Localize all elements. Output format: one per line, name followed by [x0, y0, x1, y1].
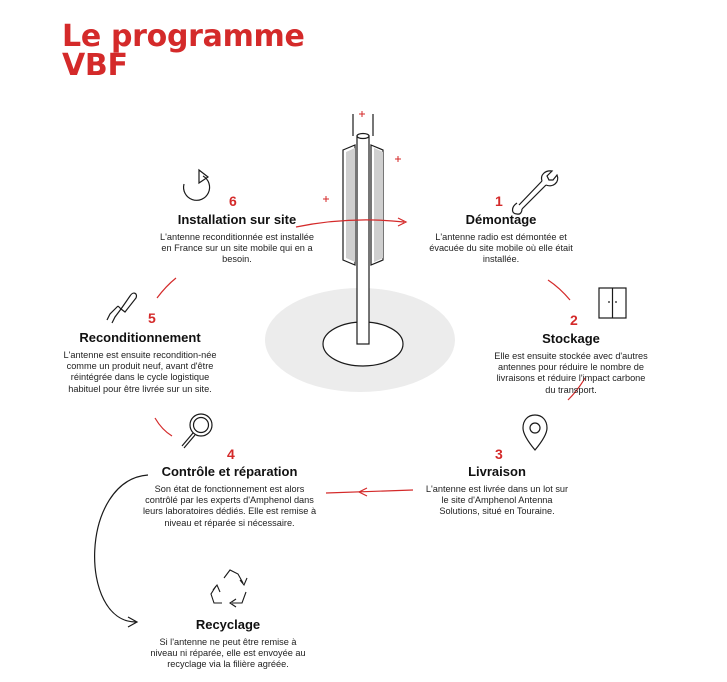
recycling-block — [148, 617, 308, 671]
step-2-text: Elle est ensuite stockée avec d'autres antennes pour réduire le nombre de livraisons et réduire l'impact carbone du transport. — [494, 351, 648, 395]
recycling-title: Recyclage — [195, 617, 261, 632]
step-3-text: L'antenne est livrée dans un lot sur le site d'Amphenol Antenna Solutions, situé en Touraine. — [425, 484, 569, 517]
step-3-livraison — [422, 464, 572, 518]
wrench-icon — [513, 171, 558, 214]
step-6-installation — [157, 212, 317, 266]
title-line-1: Le programme — [62, 19, 305, 54]
step-3-title: Livraison — [468, 464, 526, 479]
step-1-text: L'antenne radio est démontée et évacuée du site mobile où elle était installée. — [429, 232, 573, 265]
location-pin-icon — [523, 415, 547, 450]
step-1-title: Démontage — [465, 212, 537, 227]
step-6-text: L'antenne reconditionnée est installée en France sur un site mobile qui en a besoin. — [160, 232, 314, 265]
title-line-2: VBF — [62, 48, 128, 83]
step-6-number: 6 — [229, 193, 237, 209]
recycling-text: Si l'antenne ne peut être remise à niveau ni réparée, elle est envoyée au recyclage via la filière agréée. — [150, 637, 306, 670]
restart-icon — [184, 170, 210, 200]
step-2-number: 2 — [570, 312, 578, 328]
step-6-title: Installation sur site — [177, 212, 297, 227]
magnifier-icon — [182, 414, 212, 448]
step-4-text: Son état de fonctionnement est alors contrôlé par les experts d'Amphenol dans leurs laboratoires dédiés. Elle est remise à niveau et réparée si nécessaire. — [142, 484, 317, 528]
step-5-text: L'antenne est ensuite recondition-née comme un produit neuf, avant d'être réintégrée dans le cycle logistique habituel pour être livrée sur un site. — [63, 350, 217, 394]
step-1-demontage — [424, 212, 578, 266]
storage-cabinet-icon — [599, 288, 626, 318]
recycling-arrow — [95, 475, 148, 627]
step-5-title: Reconditionnement — [79, 330, 201, 345]
recycle-icon — [211, 570, 247, 607]
step-3-number: 3 — [495, 446, 503, 462]
screwdriver-icon — [107, 293, 136, 323]
step-4-title: Contrôle et réparation — [161, 464, 298, 479]
step-4-controle-reparation — [142, 464, 317, 529]
step-5-reconditionnement — [60, 330, 220, 395]
step-1-number: 1 — [495, 193, 503, 209]
step-4-number: 4 — [227, 446, 235, 462]
step-2-stockage — [491, 331, 651, 396]
step-2-title: Stockage — [542, 331, 600, 346]
step-5-number: 5 — [148, 310, 156, 326]
